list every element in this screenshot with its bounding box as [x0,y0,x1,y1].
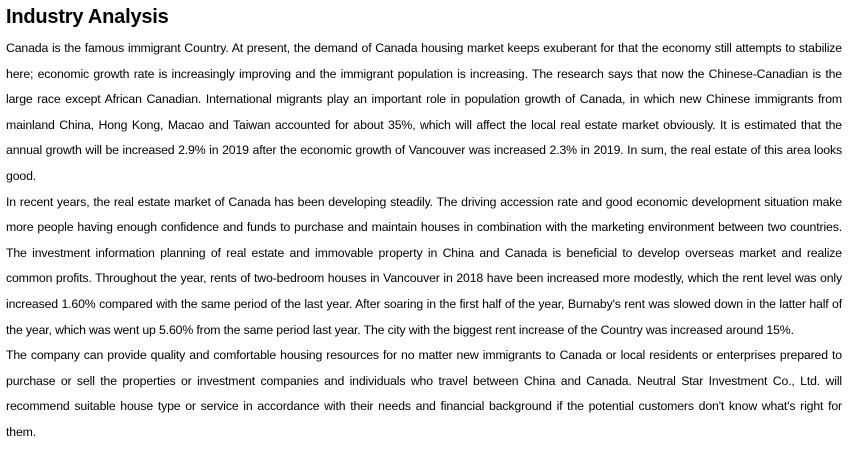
paragraph-immigration-overview: Canada is the famous immigrant Country. At present, the demand of Canada housing market keeps exuberant for that the economy still attempts to stabilize here; economic growth rate is increasingly improving and the immigrant population is increasing. The research says that now the Chinese-Canadian is the large race except African Canadian. International migrants play an important role in population growth of Canada, in which new Chinese immigrants from mainland China, Hong Kong, Macao and Taiwan accounted for about 35%, which will affect the local real estate market obviously. It is estimated that the annual growth will be increased 2.9% in 2019 after the economic growth of Vancouver was increased 2.3% in 2019. In sum, the real estate of this area looks good. [6,41,842,183]
section-heading: Industry Analysis [6,6,169,28]
paragraph-company-services: The company can provide quality and comfortable housing resources for no matter new immigrants to Canada or local residents or enterprises prepared to purchase or sell the properties or investment companies and individuals who travel between China and Canada. Neutral Star Investment Co., Ltd. will recommend suitable house type or service in accordance with their needs and financial background if the potential customers don't know what's right for them. [6,348,842,439]
paragraph-market-rents: In recent years, the real estate market of Canada has been developing steadily. The driving accession rate and good economic development situation make more people having enough confidence and funds to purchase and maintain houses in combination with the marketing environment between two countries. The investment information planning of real estate and immovable property in China and Canada is beneficial to develop overseas market and realize common profits. Throughout the year, rents of two-bedroom houses in Vancouver in 2018 have been increased more modestly, which the rent level was only increased 1.60% compared with the same period of the last year. After soaring in the first half of the year, Burnaby's rent was slowed down in the latter half of the year, which was went up 5.60% from the same period last year. The city with the biggest rent increase of the Country was increased around 15%. [6,194,842,337]
